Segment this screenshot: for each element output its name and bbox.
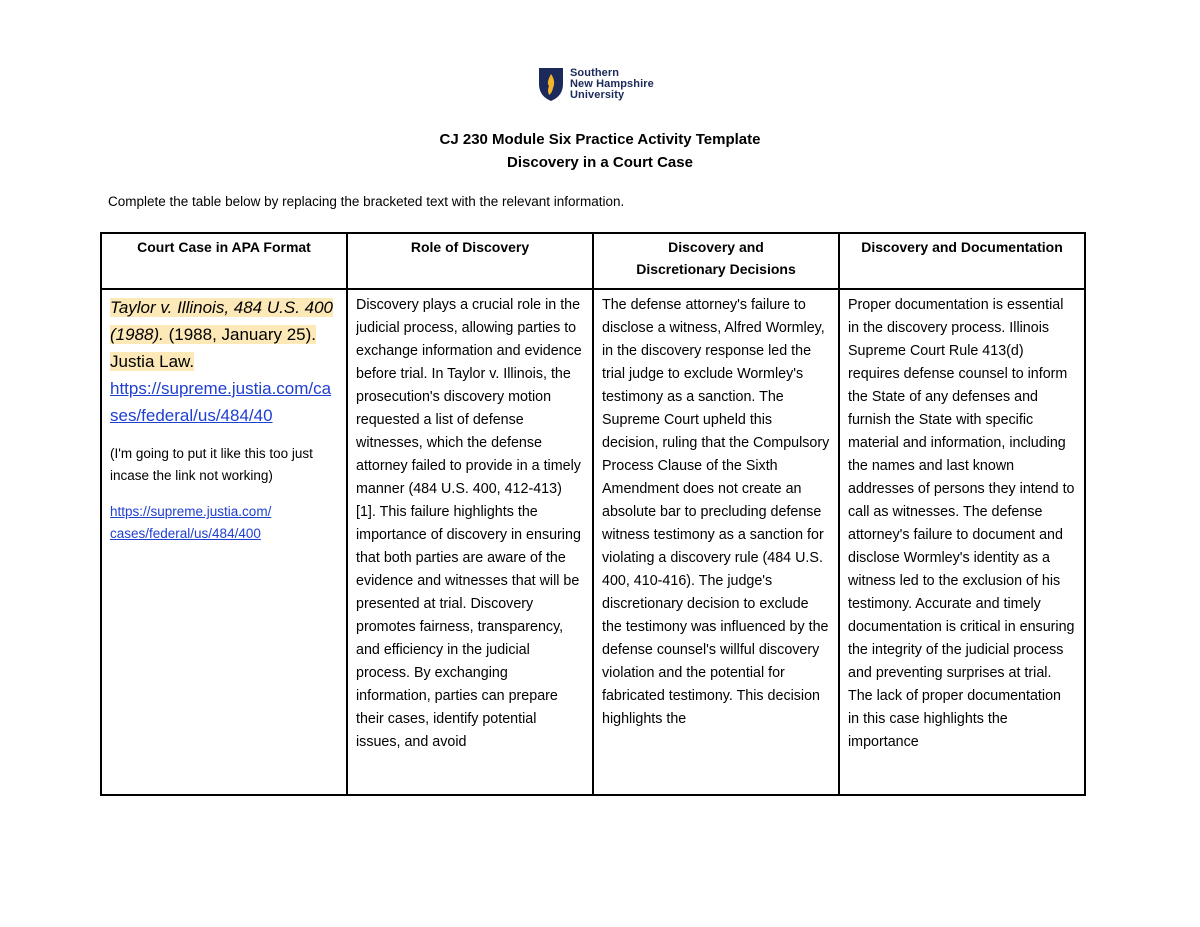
document-title xyxy=(0,128,1200,174)
instructions-text: Complete the table below by replacing the bracketed text with the relevant information. xyxy=(108,194,625,209)
table-header-row xyxy=(101,233,1085,289)
role-of-discovery-text: Discovery plays a crucial role in the judicial process, allowing parties to exchange information and evidence before trial. In Taylor v. Illinois, the prosecution's discovery motion requested a list of defense witnesses, which the defense attorney failed to provide in a timely manner (484 U.S. 400, 412-413) [1]. This failure highlights the importance of discovery in ensuring that both parties are aware of the evidence and witnesses that will be presented at trial. Discovery promotes fairness, transparency, and efficiency in the judicial process. By exchanging information, parties can prepare their cases, identify potential issues, and avoid xyxy=(356,297,582,750)
secondary-link[interactable] xyxy=(110,501,338,545)
cell-court-case xyxy=(101,289,347,795)
apa-citation xyxy=(110,298,333,371)
citation-rest: (1988, January 25). Justia Law. xyxy=(110,325,317,371)
header-documentation: Discovery and Documentation xyxy=(839,233,1085,289)
citation-note: (I'm going to put it like this too just incase the link not working) xyxy=(110,446,313,483)
citation-link[interactable]: https://supreme.justia.com/cases/federal/us/484/40 xyxy=(110,379,332,425)
logo-wordmark xyxy=(570,68,654,101)
header-role-of-discovery: Role of Discovery xyxy=(347,233,593,289)
citation-case-name: Taylor v. Illinois, 484 U.S. 400 (1988). xyxy=(110,298,334,344)
title-line-2: Discovery in a Court Case xyxy=(507,154,693,171)
secondary-link-line-2: cases/federal/us/484/400 xyxy=(110,526,261,541)
header-discretionary-line-1: Discovery and xyxy=(668,239,764,255)
documentation-text: Proper documentation is essential in the discovery process. Illinois Supreme Court Rule 413(d) requires defense counsel to inform the State of any defenses and furnish the State with specific material and information, including the names and last known addresses of persons they intend to call as witnesses. The defense attorney's failure to document and disclose Wormley's identity as a witness led to the exclusion of his testimony. Accurate and timely documentation is critical in ensuring the integrity of the judicial process and preventing surprises at trial. The lack of proper documentation in this case highlights the importance xyxy=(848,297,1075,750)
secondary-link-line-1: https://supreme.justia.com/ xyxy=(110,504,272,519)
logo-line-1: Southern xyxy=(570,66,620,79)
header-discretionary-line-2: Discretionary Decisions xyxy=(636,261,796,277)
cell-role-of-discovery xyxy=(347,289,593,795)
header-court-case: Court Case in APA Format xyxy=(101,233,347,289)
shield-flame-icon xyxy=(538,66,564,102)
logo-line-2: New Hampshire xyxy=(570,77,654,90)
discovery-table xyxy=(100,232,1086,796)
university-logo xyxy=(538,64,678,104)
header-discretionary-decisions xyxy=(593,233,839,289)
logo-line-3: University xyxy=(570,88,625,101)
discretionary-decisions-text: The defense attorney's failure to disclose a witness, Alfred Wormley, in the discovery response led the trial judge to exclude Wormley's testimony as a sanction. The Supreme Court upheld this decision, ruling that the Compulsory Process Clause of the Sixth Amendment does not create an absolute bar to precluding defense witness testimony as a sanction for violating a discovery rule (484 U.S. 400, 410-416). The judge's discretionary decision to exclude the testimony was influenced by the defense counsel's willful discovery violation and the potential for fabricated testimony. This decision highlights the xyxy=(602,297,830,727)
title-line-1: CJ 230 Module Six Practice Activity Template xyxy=(439,131,761,148)
table-row xyxy=(101,289,1085,795)
cell-discretionary-decisions xyxy=(593,289,839,795)
cell-documentation xyxy=(839,289,1085,795)
